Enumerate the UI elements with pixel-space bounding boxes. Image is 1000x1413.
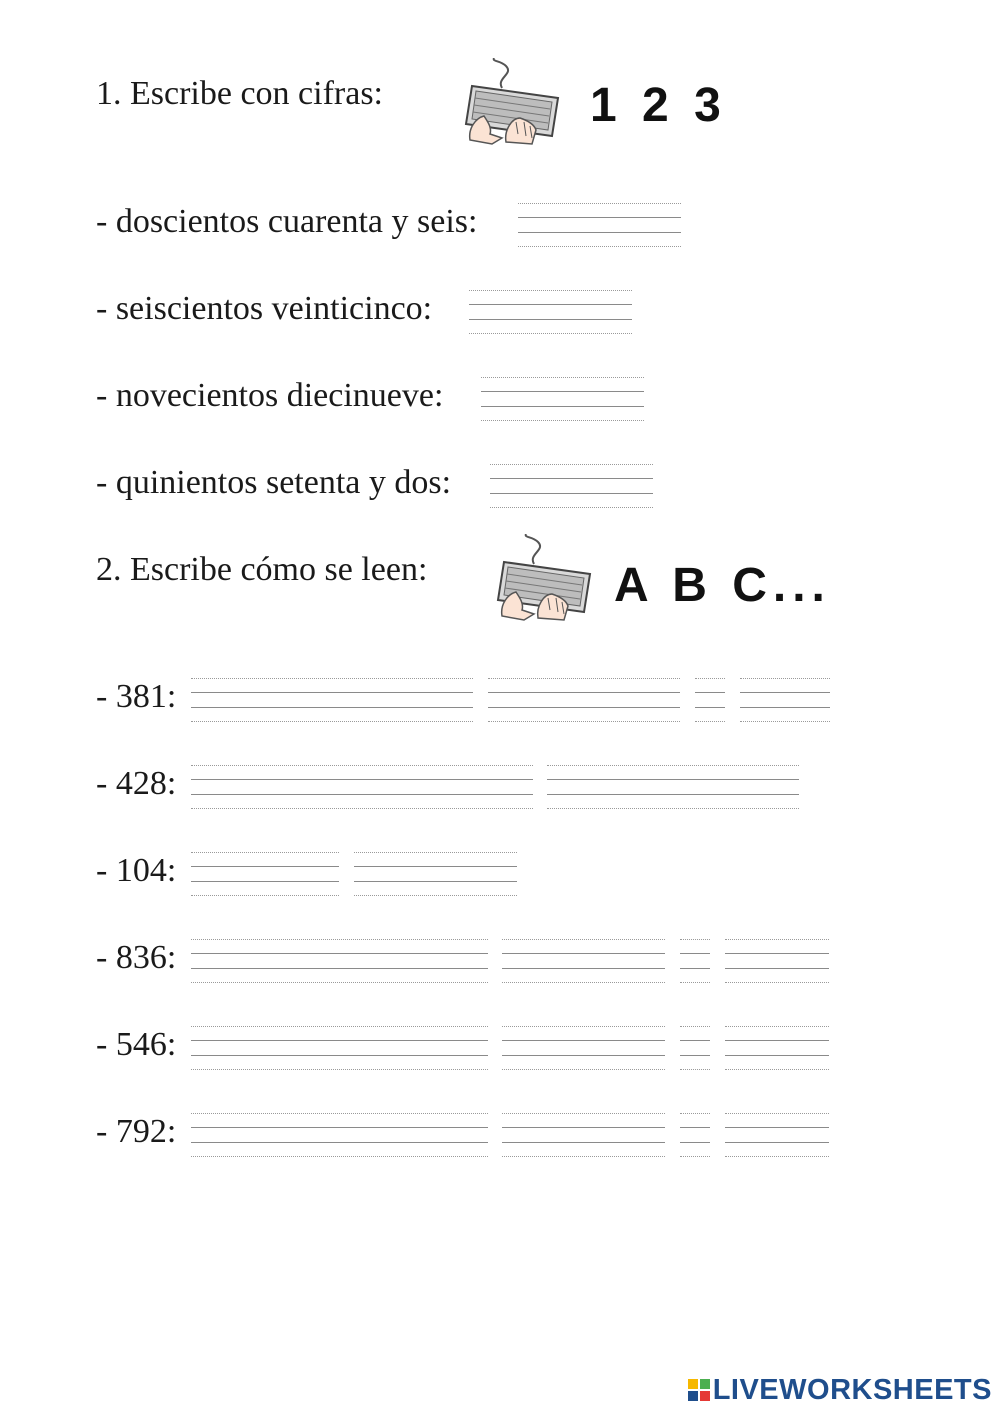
letters-badge: A B C...	[614, 559, 831, 612]
answer-input[interactable]	[191, 939, 488, 983]
answer-input[interactable]	[502, 1113, 665, 1157]
answer-input[interactable]	[502, 939, 665, 983]
section2-title: 2. Escribe cómo se leen:	[96, 551, 428, 588]
answer-input[interactable]	[481, 377, 644, 421]
answer-input[interactable]	[725, 1113, 829, 1157]
brand-name: LIVEWORKSHEETS	[712, 1373, 992, 1406]
answer-input[interactable]	[191, 765, 533, 809]
answer-input[interactable]	[518, 203, 681, 247]
answer-input[interactable]	[680, 1113, 710, 1157]
answer-input[interactable]	[725, 1026, 829, 1070]
digits-badge: 1 2 3	[590, 79, 727, 132]
answer-input[interactable]	[191, 1113, 488, 1157]
item-4-label: - quinientos setenta y dos:	[96, 464, 452, 501]
logo-block	[700, 1379, 710, 1389]
item-2-label: - seiscientos veinticinco:	[96, 290, 433, 327]
answer-input[interactable]	[502, 1026, 665, 1070]
answer-input[interactable]	[469, 290, 632, 334]
answer-input[interactable]	[680, 939, 710, 983]
answer-input[interactable]	[191, 852, 339, 896]
answer-input[interactable]	[740, 678, 830, 722]
logo-block	[688, 1379, 698, 1389]
number-792-label: - 792:	[96, 1113, 177, 1150]
logo-block	[700, 1391, 710, 1401]
logo-block	[688, 1391, 698, 1401]
logo-blocks-icon	[688, 1379, 710, 1401]
answer-input[interactable]	[490, 464, 653, 508]
item-3-label: - novecientos diecinueve:	[96, 377, 444, 414]
answer-input[interactable]	[695, 678, 725, 722]
number-381-label: - 381:	[96, 678, 177, 715]
answer-input[interactable]	[725, 939, 829, 983]
number-428-label: - 428:	[96, 765, 177, 802]
section1-title: 1. Escribe con cifras:	[96, 75, 383, 112]
item-1-label: - doscientos cuarenta y seis:	[96, 203, 478, 240]
number-104-label: - 104:	[96, 852, 177, 889]
answer-input[interactable]	[547, 765, 799, 809]
keyboard-typing-icon	[462, 58, 562, 146]
answer-input[interactable]	[354, 852, 517, 896]
number-546-label: - 546:	[96, 1026, 177, 1063]
answer-input[interactable]	[191, 1026, 488, 1070]
answer-input[interactable]	[191, 678, 473, 722]
keyboard-typing-icon	[494, 534, 594, 622]
liveworksheets-logo	[688, 1373, 992, 1407]
answer-input[interactable]	[488, 678, 680, 722]
number-836-label: - 836:	[96, 939, 177, 976]
answer-input[interactable]	[680, 1026, 710, 1070]
